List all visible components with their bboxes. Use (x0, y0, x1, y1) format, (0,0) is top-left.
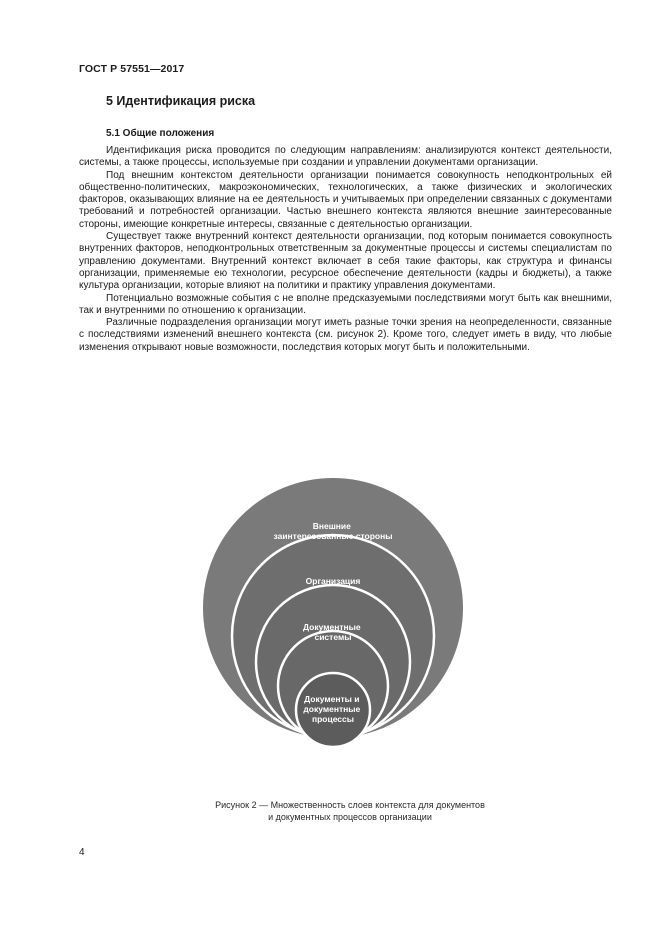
page-number: 4 (79, 847, 85, 858)
section-title: 5 Идентификация риска (106, 94, 256, 108)
label-external-stakeholders: Внешние заинтересованные стороны (273, 521, 393, 541)
body-text (79, 145, 612, 354)
label-documents-processes: Документы и документные процессы (303, 694, 361, 724)
paragraph: Различные подразделения организации могут иметь разные точки зрения на неопределенности, связанные с последствиями изменений внешнего контекста (см. рисунок 2). Кроме того, следует иметь в виду, что любые изменения открывают новые возможности, последствия которых могут быть и положительными. (79, 317, 612, 353)
caption-line: и документных процессов организации (268, 811, 432, 822)
context-layers-figure (200, 440, 466, 777)
paragraph: Существует также внутренний контекст деятельности организации, под которым понимается совокупность внутренних факторов, неподконтрольных ответственным за документные процессы и системы специалистам по управлению документами. Внутренний контекст включает в себя такие факторы, как структура и финансы организации, применяемые ею технологии, ресурсное обеспечение деятельности (кадры и бюджеты), а также культура организации, которые влияют на политики и практику управления документами. (79, 231, 612, 292)
label-society: Общество (311, 463, 355, 473)
paragraph: Идентификация риска проводится по следующим направлениям: анализируются контекст деятельности, системы, а также процессы, используемые при создании и управлении документами организации. (79, 145, 612, 169)
figure-caption (150, 800, 550, 823)
label-organization: Организация (305, 576, 361, 586)
paragraph: Потенциально возможные события с не вполне предсказуемыми последствиями могут быть как внешними, так и внутренними по отношению к организации. (79, 292, 612, 316)
caption-line: Рисунок 2 — Множественность слоев контекста для документов (215, 800, 485, 810)
label-document-systems: Документные системы (302, 622, 361, 642)
nested-circles-diagram (200, 440, 466, 777)
standard-number: ГОСТ Р 57551—2017 (79, 63, 185, 75)
paragraph: Под внешним контекстом деятельности организации понимается совокупность неподконтрольных ей общественно-политических, макроэкономических, технологических, а также физических и экологических факторов, оказывающих влияние на ее деятельность и учитываемых при определении связанных с документами требований и потребностей организации. Частью внешнего контекста являются внешние заинтересованные стороны, имеющие конкретные интересы, связанные с деятельностью организации. (79, 169, 612, 230)
subsection-title: 5.1 Общие положения (106, 128, 215, 139)
